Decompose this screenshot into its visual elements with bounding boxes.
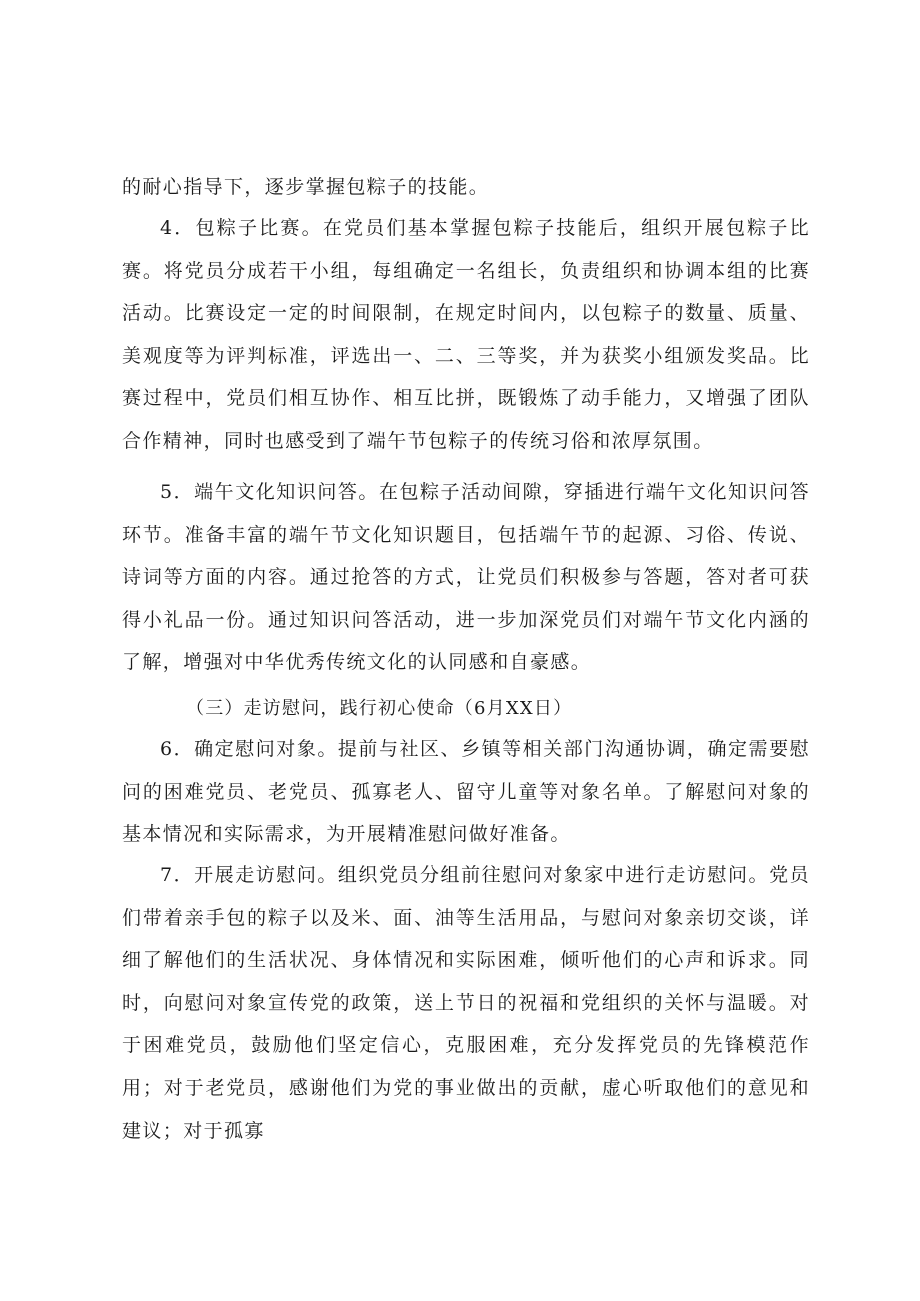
paragraph-item-7: 7．开展走访慰问。组织党员分组前往慰问对象家中进行走访慰问。党员们带着亲手包的粽子以及米、面、油等生活用品，与慰问对象亲切交谈，详细了解他们的生活状况、身体情况和实际困难，倾听他们的心声和诉求。同时，向慰问对象宣传党的政策，送上节日的祝福和党组织的关怀与温暖。对于困难党员，鼓励他们坚定信心，克服困难，充分发挥党员的先锋模范作用；对于老党员，感谢他们为党的事业做出的贡献，虚心听取他们的意见和建议；对于孤寡 <box>122 864 810 1142</box>
paragraph-continuation: 的耐心指导下，逐步掌握包粽子的技能。 <box>122 176 490 198</box>
paragraph-item-6: 6．确定慰问对象。提前与社区、乡镇等相关部门沟通协调，确定需要慰问的困难党员、老党员、孤寡老人、留守儿童等对象名单。了解慰问对象的基本情况和实际需求，为开展精准慰问做好准备。 <box>122 738 810 846</box>
paragraph-item-4: 4．包粽子比赛。在党员们基本掌握包粽子技能后，组织开展包粽子比赛。将党员分成若干小组，每组确定一名组长，负责组织和协调本组的比赛活动。比赛设定一定的时间限制，在规定时间内，以包粽子的数量、质量、美观度等为评判标准，评选出一、二、三等奖，并为获奖小组颁发奖品。比赛过程中，党员们相互协作、相互比拼，既锻炼了动手能力，又增强了团队合作精神，同时也感受到了端午节包粽子的传统习俗和浓厚氛围。 <box>122 217 810 452</box>
section-heading: （三）走访慰问，践行初心使命（6月XX日） <box>186 698 573 719</box>
paragraph-item-5: 5．端午文化知识问答。在包粽子活动间隙，穿插进行端午文化知识问答环节。准备丰富的端午节文化知识题目，包括端午节的起源、习俗、传说、诗词等方面的内容。通过抢答的方式，让党员们积极参与答题，答对者可获得小礼品一份。通过知识问答活动，进一步加深党员们对端午节文化内涵的了解，增强对中华优秀传统文化的认同感和自豪感。 <box>122 481 810 674</box>
